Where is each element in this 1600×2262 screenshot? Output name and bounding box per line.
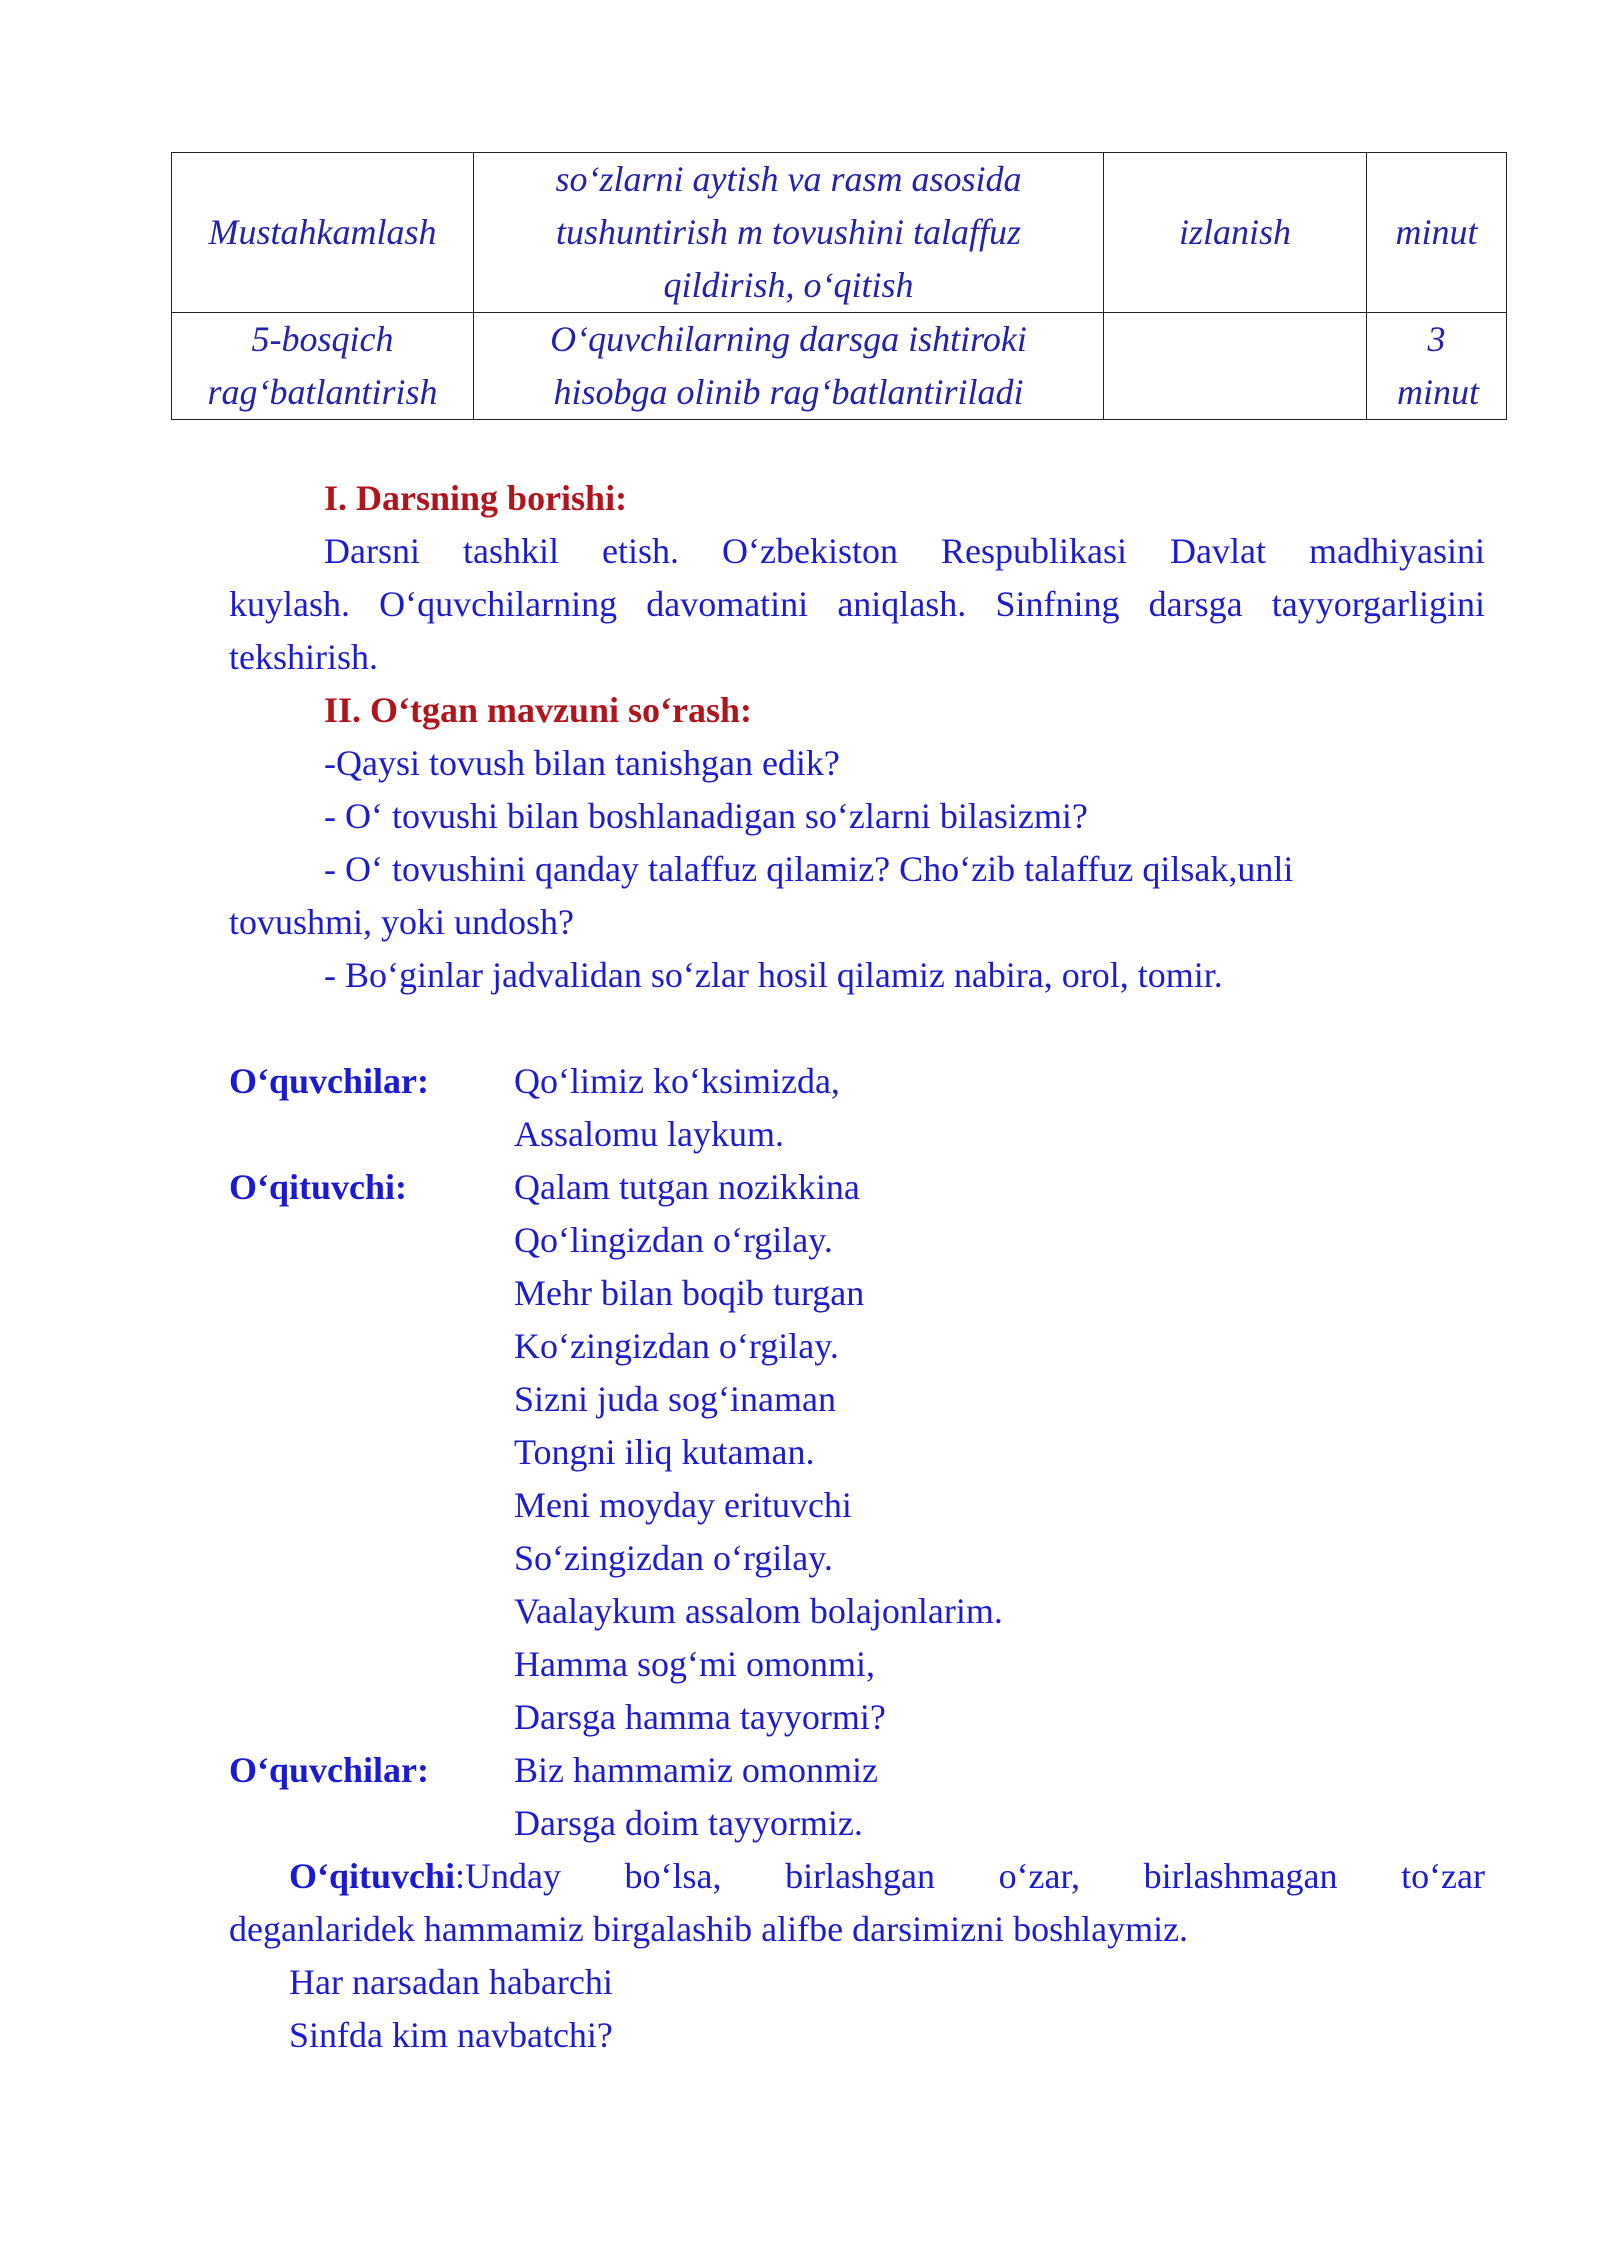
- question-line: tovushmi, yoki undosh?: [229, 902, 575, 942]
- poem-line: Vaalaykum assalom bolajonlarim.: [514, 1591, 1003, 1631]
- poem-line: Qo‘lingizdan o‘rgilay.: [514, 1220, 833, 1260]
- poem-line: Tongni iliq kutaman.: [514, 1432, 815, 1472]
- poem-line: Darsga doim tayyormiz.: [514, 1803, 863, 1843]
- closing-line: Har narsadan habarchi: [289, 1962, 613, 2002]
- poem-line: Mehr bilan boqib turgan: [514, 1273, 865, 1313]
- question-line: - Bo‘ginlar jadvalidan so‘zlar hosil qilamiz nabira, orol, tomir.: [324, 955, 1223, 995]
- table-cell: izlanish: [1104, 153, 1367, 313]
- table-cell: 5-bosqich rag‘batlantirish: [172, 313, 474, 420]
- poem-line: Qalam tutgan nozikkina: [514, 1167, 860, 1207]
- question-line: -Qaysi tovush bilan tanishgan edik?: [324, 743, 840, 783]
- section-heading: II. O‘tgan mavzuni so‘rash:: [324, 690, 753, 730]
- speaker-label: O‘quvchilar:: [229, 1061, 430, 1101]
- paragraph-line: kuylash. O‘quvchilarning davomatini aniqlash. Sinfning darsga tayyorgarligini: [229, 584, 1485, 624]
- poem-line: So‘zingizdan o‘rgilay.: [514, 1538, 833, 1578]
- colon: :: [455, 1856, 466, 1896]
- document-body: [229, 0, 1485, 2262]
- speaker-label: O‘qituvchi: [289, 1856, 456, 1896]
- table-cell: 3 minut: [1367, 313, 1507, 420]
- table-cell: so‘zlarni aytish va rasm asosida tushuntirish m tovushini talaffuz qildirish, o‘qitish: [474, 153, 1104, 313]
- paragraph-line: Darsni tashkil etish. O‘zbekiston Respublikasi Davlat madhiyasini: [324, 531, 1485, 571]
- closing-line: Sinfda kim navbatchi?: [289, 2015, 613, 2055]
- poem-line: Ko‘zingizdan o‘rgilay.: [514, 1326, 839, 1366]
- question-line: - O‘ tovushi bilan boshlanadigan so‘zlarni bilasizmi?: [324, 796, 1088, 836]
- closing-line: [289, 1850, 1485, 1903]
- speaker-label: O‘qituvchi:: [229, 1167, 408, 1207]
- poem-line: Biz hammamiz omonmiz: [514, 1750, 878, 1790]
- closing-text: Unday bo‘lsa, birlashgan o‘zar, birlashmagan to‘zar: [465, 1856, 1485, 1896]
- poem-line: Qo‘limiz ko‘ksimizda,: [514, 1061, 840, 1101]
- poem-line: Hamma sog‘mi omonmi,: [514, 1644, 875, 1684]
- closing-line: deganlaridek hammamiz birgalashib alifbe darsimizni boshlaymiz.: [229, 1909, 1189, 1949]
- poem-line: Darsga hamma tayyormi?: [514, 1697, 886, 1737]
- poem-line: Meni moyday erituvchi: [514, 1485, 852, 1525]
- section-heading: I. Darsning borishi:: [324, 478, 628, 518]
- poem-line: Sizni juda sog‘inaman: [514, 1379, 836, 1419]
- poem-line: Assalomu laykum.: [514, 1114, 784, 1154]
- question-line: - O‘ tovushini qanday talaffuz qilamiz? Cho‘zib talaffuz qilsak,unli: [324, 849, 1294, 889]
- speaker-label: O‘quvchilar:: [229, 1750, 430, 1790]
- paragraph-line: tekshirish.: [229, 637, 378, 677]
- table-cell: O‘quvchilarning darsga ishtiroki hisobga olinib rag‘batlantiriladi: [474, 313, 1104, 420]
- table-cell: Mustahkamlash: [172, 153, 474, 313]
- table-cell: minut: [1367, 153, 1507, 313]
